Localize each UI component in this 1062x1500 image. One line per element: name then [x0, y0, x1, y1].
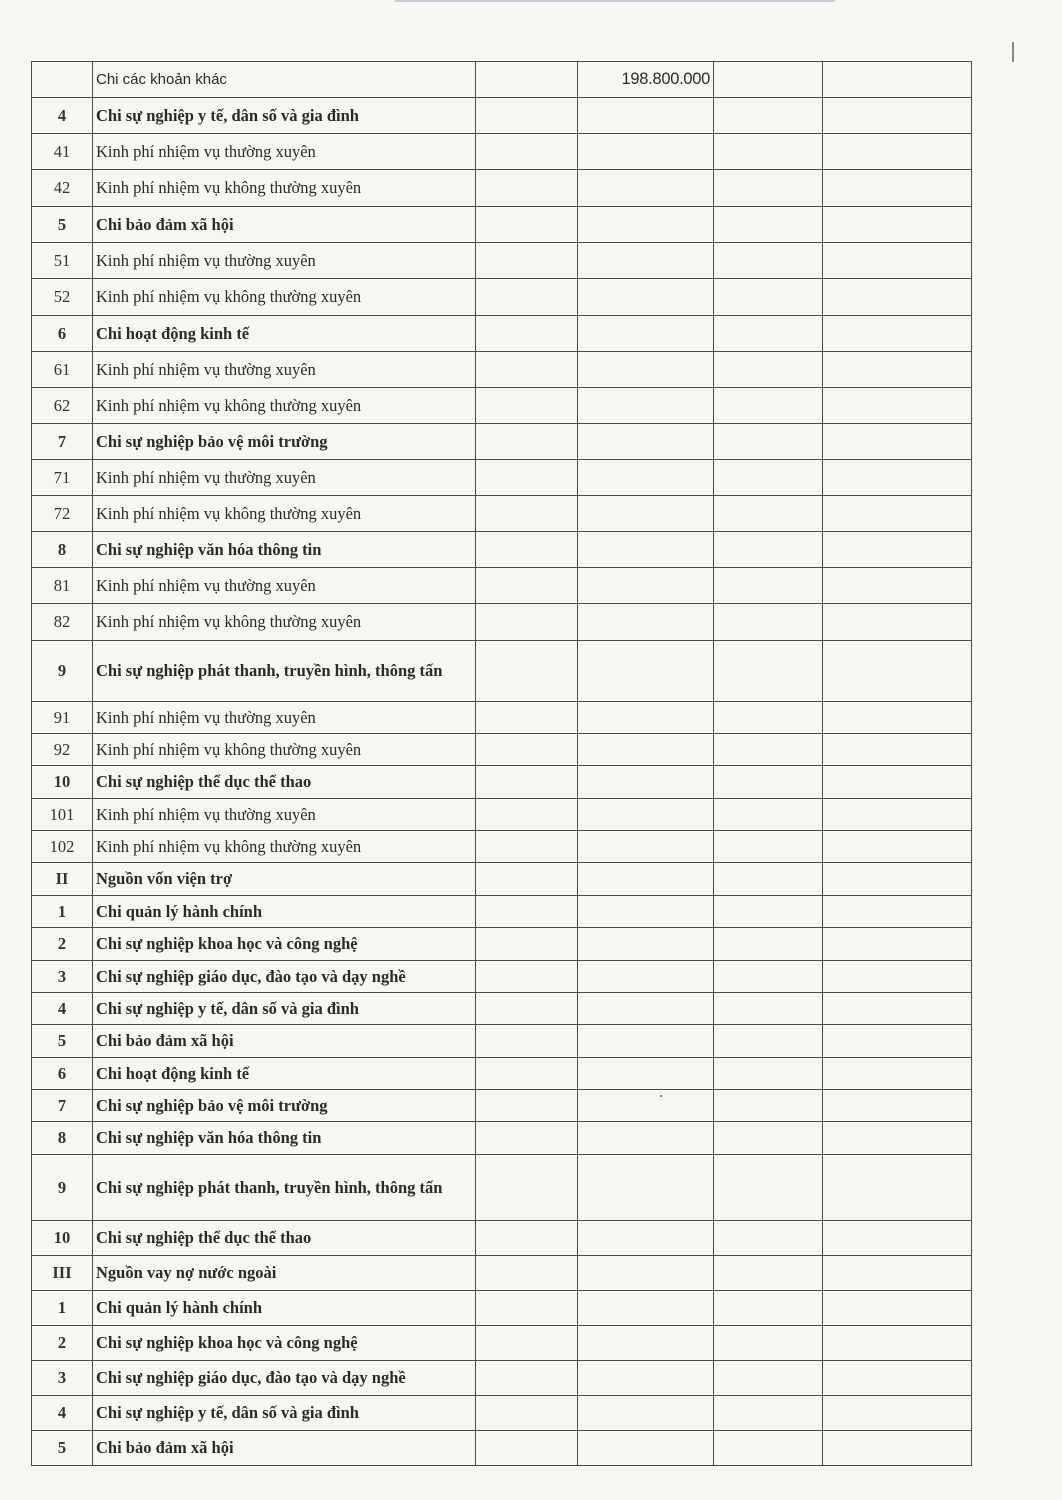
row-number: 91: [32, 702, 93, 734]
value-cell: [714, 1291, 823, 1326]
value-cell: [578, 424, 714, 460]
row-content: Chi sự nghiệp giáo dục, đào tạo và dạy nghề: [93, 961, 476, 993]
value-cell: [714, 207, 823, 243]
row-content: Chi bảo đảm xã hội: [93, 1431, 476, 1466]
value-cell: [714, 134, 823, 170]
value-cell: [714, 702, 823, 734]
value-cell: [578, 316, 714, 352]
value-cell: [823, 831, 972, 863]
value-cell: [578, 961, 714, 993]
value-cell: [578, 568, 714, 604]
row-content: Chi bảo đảm xã hội: [93, 1025, 476, 1058]
value-cell: [823, 279, 972, 316]
value-cell: [823, 134, 972, 170]
value-cell: [578, 1396, 714, 1431]
value-cell: [476, 316, 578, 352]
row-content: Chi sự nghiệp thể dục thể thao: [93, 766, 476, 799]
value-cell: [476, 961, 578, 993]
value-cell: [476, 1221, 578, 1256]
table-row: [32, 98, 972, 134]
table-row: [32, 1431, 972, 1466]
table-row: [32, 496, 972, 532]
value-cell: [823, 207, 972, 243]
row-content: Kinh phí nhiệm vụ không thường xuyên: [93, 734, 476, 766]
row-content: Kinh phí nhiệm vụ không thường xuyên: [93, 170, 476, 207]
value-cell: [476, 568, 578, 604]
table-row: [32, 604, 972, 641]
value-cell: [823, 532, 972, 568]
row-number: 51: [32, 243, 93, 279]
table-row: [32, 460, 972, 496]
value-cell: [476, 702, 578, 734]
table-row: [32, 1058, 972, 1090]
row-content: Chi sự nghiệp thể dục thể thao: [93, 1221, 476, 1256]
value-cell: [476, 863, 578, 896]
scan-edge-mark: [1012, 42, 1014, 62]
value-cell: [578, 98, 714, 134]
value-cell: [476, 1256, 578, 1291]
row-number: 5: [32, 1025, 93, 1058]
table-row: [32, 928, 972, 961]
value-cell: [823, 1025, 972, 1058]
value-cell: [476, 388, 578, 424]
row-content: Chi sự nghiệp bảo vệ môi trường: [93, 1090, 476, 1122]
row-number: 3: [32, 1361, 93, 1396]
value-cell: [714, 496, 823, 532]
value-cell: [714, 1122, 823, 1155]
scan-top-rule: [395, 0, 835, 2]
value-cell: [714, 62, 823, 98]
row-content: Kinh phí nhiệm vụ không thường xuyên: [93, 496, 476, 532]
value-cell: [823, 1291, 972, 1326]
value-cell: [476, 1122, 578, 1155]
value-cell: [714, 352, 823, 388]
value-cell: [578, 279, 714, 316]
row-number: 82: [32, 604, 93, 641]
row-number: 81: [32, 568, 93, 604]
value-cell: [823, 243, 972, 279]
value-cell: [476, 1090, 578, 1122]
row-content: Kinh phí nhiệm vụ thường xuyên: [93, 352, 476, 388]
row-number: 2: [32, 1326, 93, 1361]
table-row: [32, 993, 972, 1025]
value-cell: [476, 532, 578, 568]
value-cell: [476, 766, 578, 799]
value-cell: [476, 1431, 578, 1466]
row-content: Kinh phí nhiệm vụ thường xuyên: [93, 460, 476, 496]
value-cell: [578, 928, 714, 961]
value-cell: [823, 460, 972, 496]
row-content: Kinh phí nhiệm vụ thường xuyên: [93, 134, 476, 170]
value-cell: [714, 316, 823, 352]
row-number: 4: [32, 1396, 93, 1431]
value-cell: [578, 1326, 714, 1361]
table-row: [32, 702, 972, 734]
value-cell: [476, 831, 578, 863]
value-cell: [476, 734, 578, 766]
table-row: [32, 1122, 972, 1155]
row-content: Chi hoạt động kinh tế: [93, 1058, 476, 1090]
value-cell: [823, 496, 972, 532]
value-cell: [823, 1256, 972, 1291]
row-content: Kinh phí nhiệm vụ thường xuyên: [93, 243, 476, 279]
value-cell: [823, 604, 972, 641]
row-number: 52: [32, 279, 93, 316]
value-cell: [578, 799, 714, 831]
value-cell: [476, 170, 578, 207]
value-cell: [578, 388, 714, 424]
row-number: 8: [32, 532, 93, 568]
value-cell: [714, 1396, 823, 1431]
value-cell: [714, 1090, 823, 1122]
row-content: Kinh phí nhiệm vụ thường xuyên: [93, 702, 476, 734]
amount-cell: 198.800.000: [578, 62, 714, 98]
value-cell: [823, 1122, 972, 1155]
row-content: Chi sự nghiệp văn hóa thông tin: [93, 1122, 476, 1155]
value-cell: [714, 243, 823, 279]
value-cell: [714, 604, 823, 641]
value-cell: [578, 1025, 714, 1058]
row-content: Chi sự nghiệp y tế, dân số và gia đình: [93, 993, 476, 1025]
table-row: [32, 424, 972, 460]
row-number: 7: [32, 424, 93, 460]
table-row: [32, 1361, 972, 1396]
table-row: [32, 532, 972, 568]
row-content: Chi sự nghiệp khoa học và công nghệ: [93, 1326, 476, 1361]
row-number: 72: [32, 496, 93, 532]
row-number: 62: [32, 388, 93, 424]
table-row: [32, 1155, 972, 1221]
table-row: [32, 1396, 972, 1431]
row-content: Chi sự nghiệp văn hóa thông tin: [93, 532, 476, 568]
value-cell: [476, 1361, 578, 1396]
value-cell: [578, 604, 714, 641]
value-cell: [714, 1361, 823, 1396]
table-row: [32, 863, 972, 896]
table-row: [32, 352, 972, 388]
value-cell: [714, 388, 823, 424]
value-cell: [714, 1025, 823, 1058]
row-number: 1: [32, 1291, 93, 1326]
table-row: [32, 243, 972, 279]
row-number: 6: [32, 1058, 93, 1090]
row-number: 3: [32, 961, 93, 993]
row-content: Kinh phí nhiệm vụ không thường xuyên: [93, 388, 476, 424]
value-cell: [714, 766, 823, 799]
value-cell: [476, 496, 578, 532]
value-cell: [714, 1058, 823, 1090]
value-cell: [714, 1155, 823, 1221]
value-cell: [714, 568, 823, 604]
value-cell: [823, 1221, 972, 1256]
value-cell: [476, 424, 578, 460]
value-cell: [476, 1155, 578, 1221]
value-cell: [578, 1122, 714, 1155]
row-number: 7: [32, 1090, 93, 1122]
table-row: [32, 1256, 972, 1291]
value-cell: [578, 1155, 714, 1221]
table-row: [32, 1326, 972, 1361]
value-cell: [476, 993, 578, 1025]
value-cell: [714, 1256, 823, 1291]
row-content: Kinh phí nhiệm vụ không thường xuyên: [93, 604, 476, 641]
row-number: II: [32, 863, 93, 896]
row-content: Kinh phí nhiệm vụ không thường xuyên: [93, 831, 476, 863]
value-cell: [714, 170, 823, 207]
row-content: Chi sự nghiệp giáo dục, đào tạo và dạy nghề: [93, 1361, 476, 1396]
table-row: [32, 207, 972, 243]
value-cell: [476, 243, 578, 279]
row-content: Nguồn vay nợ nước ngoài: [93, 1256, 476, 1291]
row-number: 5: [32, 1431, 93, 1466]
value-cell: [823, 641, 972, 702]
value-cell: [476, 1396, 578, 1431]
value-cell: [578, 243, 714, 279]
row-content: Kinh phí nhiệm vụ thường xuyên: [93, 799, 476, 831]
value-cell: [476, 279, 578, 316]
row-content: Chi sự nghiệp phát thanh, truyền hình, thông tấn: [93, 1155, 476, 1221]
value-cell: [476, 98, 578, 134]
row-number: 101: [32, 799, 93, 831]
row-number: 8: [32, 1122, 93, 1155]
value-cell: [823, 702, 972, 734]
row-content: Chi sự nghiệp khoa học và công nghệ: [93, 928, 476, 961]
row-number: 102: [32, 831, 93, 863]
value-cell: [714, 98, 823, 134]
value-cell: [823, 1431, 972, 1466]
budget-table-body: [32, 62, 972, 1466]
table-row: [32, 1221, 972, 1256]
value-cell: [578, 1291, 714, 1326]
value-cell: [714, 734, 823, 766]
row-number: III: [32, 1256, 93, 1291]
value-cell: [578, 734, 714, 766]
value-cell: [476, 62, 578, 98]
value-cell: [578, 1431, 714, 1466]
value-cell: [714, 532, 823, 568]
table-row: [32, 279, 972, 316]
row-number: 10: [32, 766, 93, 799]
table-row: [32, 766, 972, 799]
row-number: 5: [32, 207, 93, 243]
value-cell: [476, 1058, 578, 1090]
value-cell: [823, 1361, 972, 1396]
value-cell: [476, 1025, 578, 1058]
value-cell: [578, 1221, 714, 1256]
value-cell: [823, 1155, 972, 1221]
row-content: Chi sự nghiệp y tế, dân số và gia đình: [93, 1396, 476, 1431]
value-cell: [476, 134, 578, 170]
row-number: 9: [32, 1155, 93, 1221]
value-cell: [578, 863, 714, 896]
row-number: 71: [32, 460, 93, 496]
table-row: [32, 388, 972, 424]
row-number: 4: [32, 98, 93, 134]
value-cell: [578, 766, 714, 799]
row-number: 9: [32, 641, 93, 702]
value-cell: [476, 799, 578, 831]
row-content: Nguồn vốn viện trợ: [93, 863, 476, 896]
row-number: 1: [32, 896, 93, 928]
budget-table: [31, 61, 972, 1466]
table-row: [32, 896, 972, 928]
value-cell: [578, 1058, 714, 1090]
table-row: [32, 170, 972, 207]
table-row: [32, 961, 972, 993]
value-cell: [823, 1058, 972, 1090]
value-cell: [714, 1431, 823, 1466]
value-cell: [476, 641, 578, 702]
value-cell: [823, 896, 972, 928]
value-cell: [823, 734, 972, 766]
value-cell: [714, 424, 823, 460]
value-cell: [823, 62, 972, 98]
value-cell: [823, 352, 972, 388]
value-cell: [823, 961, 972, 993]
value-cell: [714, 831, 823, 863]
value-cell: [714, 863, 823, 896]
value-cell: [714, 993, 823, 1025]
row-number: 4: [32, 993, 93, 1025]
value-cell: [823, 568, 972, 604]
value-cell: [823, 98, 972, 134]
value-cell: [578, 532, 714, 568]
value-cell: [823, 316, 972, 352]
value-cell: [823, 993, 972, 1025]
table-row: [32, 62, 972, 98]
value-cell: [476, 1326, 578, 1361]
value-cell: [476, 352, 578, 388]
value-cell: [578, 134, 714, 170]
value-cell: [578, 460, 714, 496]
value-cell: [476, 604, 578, 641]
value-cell: [578, 831, 714, 863]
row-content: Kinh phí nhiệm vụ thường xuyên: [93, 568, 476, 604]
value-cell: [714, 928, 823, 961]
row-content: Kinh phí nhiệm vụ không thường xuyên: [93, 279, 476, 316]
value-cell: [578, 896, 714, 928]
table-row: [32, 641, 972, 702]
row-number: 6: [32, 316, 93, 352]
table-row: [32, 316, 972, 352]
table-row: [32, 1291, 972, 1326]
row-content: Chi quản lý hành chính: [93, 1291, 476, 1326]
value-cell: [578, 641, 714, 702]
value-cell: [714, 460, 823, 496]
row-content: Chi sự nghiệp bảo vệ môi trường: [93, 424, 476, 460]
value-cell: [578, 702, 714, 734]
value-cell: [823, 1326, 972, 1361]
value-cell: [823, 766, 972, 799]
value-cell: [578, 207, 714, 243]
value-cell: [823, 1090, 972, 1122]
row-number: 92: [32, 734, 93, 766]
table-row: [32, 1090, 972, 1122]
value-cell: [823, 928, 972, 961]
table-row: [32, 734, 972, 766]
row-content: Chi sự nghiệp phát thanh, truyền hình, thông tấn: [93, 641, 476, 702]
value-cell: [476, 1291, 578, 1326]
table-row: [32, 799, 972, 831]
value-cell: [578, 496, 714, 532]
value-cell: [578, 1090, 714, 1122]
row-number: 2: [32, 928, 93, 961]
value-cell: [476, 928, 578, 961]
value-cell: [714, 961, 823, 993]
table-row: [32, 831, 972, 863]
value-cell: [476, 207, 578, 243]
value-cell: [823, 863, 972, 896]
value-cell: [714, 279, 823, 316]
value-cell: [714, 1221, 823, 1256]
value-cell: [578, 170, 714, 207]
value-cell: [823, 388, 972, 424]
value-cell: [476, 460, 578, 496]
value-cell: [578, 1361, 714, 1396]
value-cell: [823, 1396, 972, 1431]
table-row: [32, 134, 972, 170]
value-cell: [714, 799, 823, 831]
row-content: Chi quản lý hành chính: [93, 896, 476, 928]
row-number: 61: [32, 352, 93, 388]
value-cell: [476, 896, 578, 928]
row-content: Chi hoạt động kinh tế: [93, 316, 476, 352]
value-cell: [714, 641, 823, 702]
row-content: Chi các khoản khác: [93, 62, 476, 98]
value-cell: [578, 1256, 714, 1291]
value-cell: [823, 170, 972, 207]
value-cell: [714, 1326, 823, 1361]
row-content: Chi bảo đảm xã hội: [93, 207, 476, 243]
row-content: Chi sự nghiệp y tế, dân số và gia đình: [93, 98, 476, 134]
row-number: 41: [32, 134, 93, 170]
value-cell: [823, 424, 972, 460]
value-cell: [578, 993, 714, 1025]
row-number: [32, 62, 93, 98]
row-number: 42: [32, 170, 93, 207]
value-cell: [823, 799, 972, 831]
value-cell: [714, 896, 823, 928]
table-row: [32, 1025, 972, 1058]
row-number: 10: [32, 1221, 93, 1256]
table-row: [32, 568, 972, 604]
value-cell: [578, 352, 714, 388]
